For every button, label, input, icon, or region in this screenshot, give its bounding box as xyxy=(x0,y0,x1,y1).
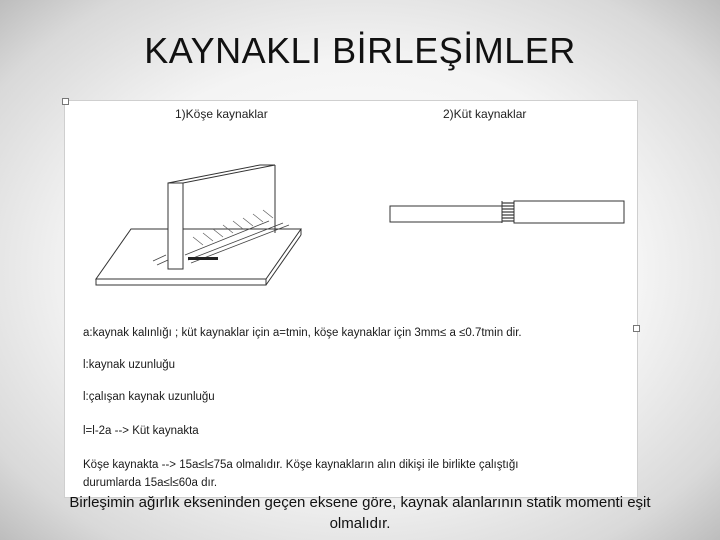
caption-butt-welds: 2)Küt kaynaklar xyxy=(443,107,527,121)
fillet-weld-drawing xyxy=(93,161,323,291)
text-line-5: Köşe kaynakta --> 15a≤l≤75a olmalıdır. Köşe kaynakların alın dikişi ile birlikte çalıştığı xyxy=(83,459,519,471)
text-line-6: durumlarda 15a≤l≤60a dır. xyxy=(83,477,218,489)
footer-statement: Birleşimin ağırlık ekseninden geçen eksene göre, kaynak alanlarının statik momenti eşit olmalıdır. xyxy=(69,494,651,532)
text-line-4: l=l-2a --> Küt kaynakta xyxy=(83,425,199,437)
slide-title: KAYNAKLI BİRLEŞİMLER xyxy=(144,30,576,71)
text-line-3: l:çalışan kaynak uzunluğu xyxy=(83,391,215,403)
resize-handle-top-left[interactable] xyxy=(62,98,69,105)
text-line-2: l:kaynak uzunluğu xyxy=(83,359,176,371)
document-image xyxy=(64,100,638,498)
text-line-1: a:kaynak kalınlığı ; küt kaynaklar için a=tmin, köşe kaynaklar için 3mm≤ a ≤0.7tmin dir. xyxy=(83,327,522,339)
butt-weld-drawing xyxy=(387,197,627,227)
caption-fillet-welds: 1)Köşe kaynaklar xyxy=(175,107,268,121)
resize-handle-right[interactable] xyxy=(633,325,640,332)
